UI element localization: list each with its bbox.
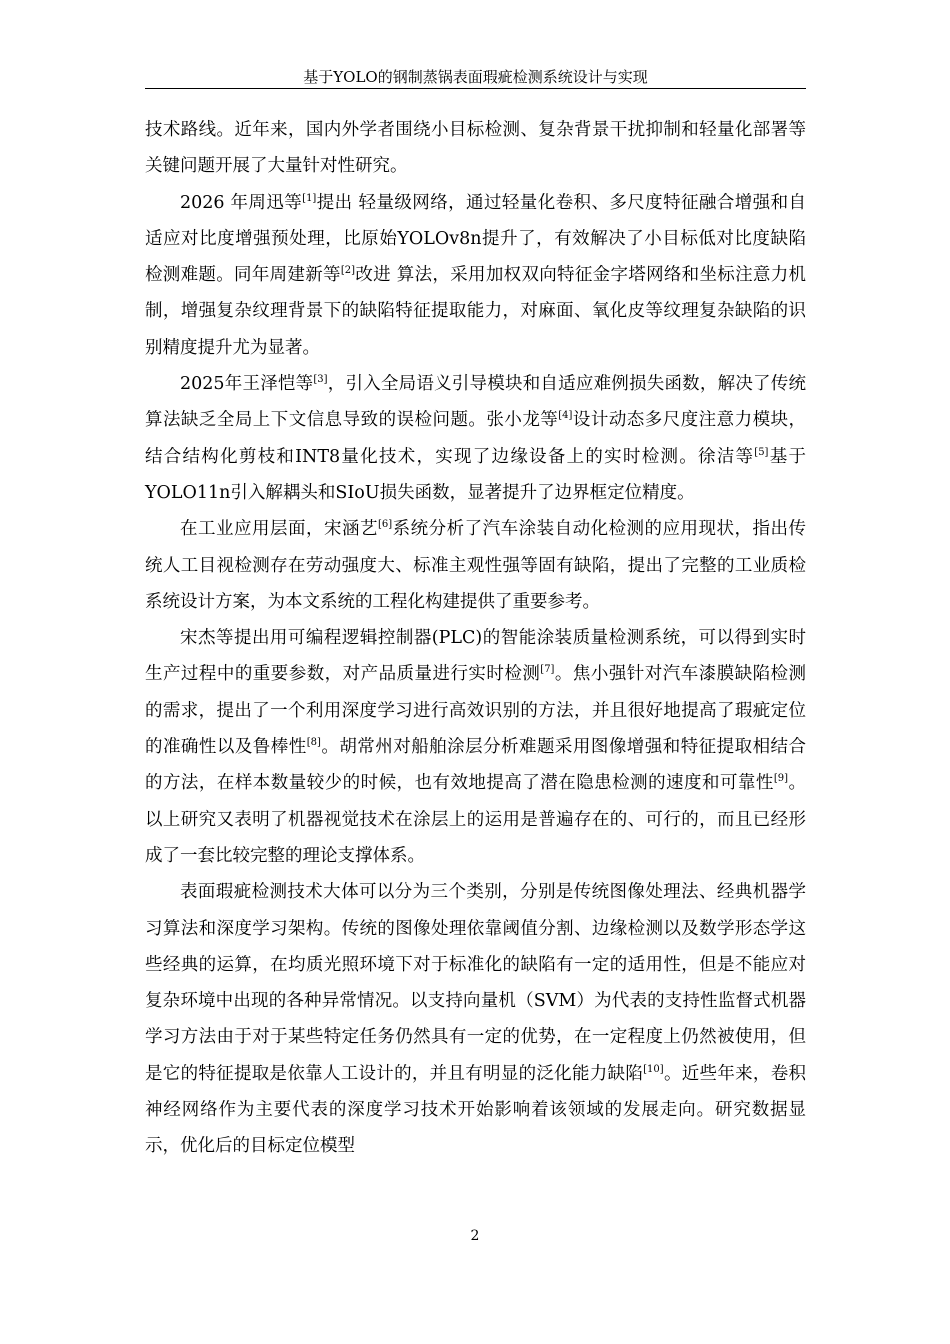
paragraph bbox=[145, 511, 806, 620]
text-run: 改进 算法，采用加权双向特征金字塔网络和坐标注意力机制，增强复杂纹理背景下的缺陷特征提取能力，对麻面、氧化皮等纹理复杂缺陷的识别精度提升尤为显著。 bbox=[145, 265, 807, 358]
citation-marker: [1] bbox=[302, 192, 317, 204]
text-run: 提出 轻量级网络，通过轻量化卷积、多尺度特征融合增强和自适应对比度增强预处理，比原始YOLOv8n提升了，有效解决了小目标低对比度缺陷检测难题。同年周建新等 bbox=[145, 192, 806, 286]
text-run: 。胡常州对船舶涂层分析难题采用图像增强和特征提取相结合的方法，在样本数量较少的时候，也有效地提高了潜在隐患检测的速度和可靠性 bbox=[145, 737, 807, 794]
text-run: 基于YOLO11n引入解耦头和SIoU损失函数，显著提升了边界框定位精度。 bbox=[145, 446, 807, 503]
text-run: 2025年王泽恺等 bbox=[180, 374, 314, 395]
text-run: 表面瑕疵检测技术大体可以分为三个类别，分别是传统图像处理法、经典机器学习算法和深度学习架构。传统的图像处理依靠阈值分割、边缘检测以及数学形态学这些经典的运算，在均质光照环境下对于标准化的缺陷有一定的适用性，但是不能应对复杂环境中出现的各种异常情况。以支持向量机（SVM）为代表的支持性监督式机器学习方法由于对于某些特定任务仍然具有一定的优势，在一定程度上仍然被使用，但是它的特征提取是依靠人工设计的，并且有明显的泛化能力缺陷 bbox=[145, 882, 806, 1084]
page-number: 2 bbox=[470, 1228, 480, 1244]
paragraph bbox=[145, 185, 806, 366]
running-header: 基于YOLO的钢制蒸锅表面瑕疵检测系统设计与实现 bbox=[145, 66, 806, 89]
text-run: 宋杰等提出用可编程逻辑控制器(PLC)的智能涂装质量检测系统，可以得到实时生产过程中的重要参数，对产品质量进行实时检测 bbox=[145, 628, 806, 685]
text-run: 设计动态多尺度注意力模块，结合结构化剪枝和INT8量化技术，实现了边缘设备上的实时检测。徐洁等 bbox=[145, 410, 806, 467]
citation-marker: [6] bbox=[377, 519, 393, 531]
citation-marker: [10] bbox=[643, 1063, 664, 1075]
citation-marker: [9] bbox=[773, 773, 789, 785]
paragraph bbox=[145, 366, 806, 511]
paragraph bbox=[145, 620, 806, 874]
citation-marker: [7] bbox=[540, 664, 555, 676]
text-run: 。近些年来，卷积神经网络作为主要代表的深度学习技术开始影响着该领域的发展走向。研究数据显示，优化后的目标定位模型 bbox=[145, 1063, 806, 1157]
text-run: 系统分析了汽车涂装自动化检测的应用现状，指出传统人工目视检测存在劳动强度大、标准主观性强等固有缺陷，提出了完整的工业质检系统设计方案，为本文系统的工程化构建提供了重要参考。 bbox=[145, 519, 807, 612]
citation-marker: [5] bbox=[754, 446, 769, 458]
citation-marker: [3] bbox=[313, 374, 328, 386]
text-run: 在工业应用层面，宋涵艺 bbox=[180, 519, 378, 540]
citation-marker: [8] bbox=[306, 737, 321, 749]
citation-marker: [4] bbox=[558, 410, 573, 422]
text-run: 。焦小强针对汽车漆膜缺陷检测的需求，提出了一个利用深度学习进行高效识别的方法，并且很好地提高了瑕疵定位的准确性以及鲁棒性 bbox=[145, 664, 807, 758]
text-run: 技术路线。近年来，国内外学者围绕小目标检测、复杂背景干扰抑制和轻量化部署等关键问题开展了大量针对性研究。 bbox=[145, 120, 806, 177]
text-run: 。以上研究又表明了机器视觉技术在涂层上的运用是普遍存在的、可行的，而且已经形成了一套比较完整的理论支撑体系。 bbox=[145, 773, 806, 866]
paragraph bbox=[145, 874, 806, 1164]
text-run: 2026 年周迅等 bbox=[180, 192, 303, 213]
text-run: ，引入全局语义引导模块和自适应难例损失函数，解决了传统算法缺乏全局上下文信息导致的误检问题。张小龙等 bbox=[145, 374, 807, 431]
body-text bbox=[145, 112, 806, 1165]
paragraph bbox=[145, 112, 806, 185]
citation-marker: [2] bbox=[340, 265, 356, 277]
